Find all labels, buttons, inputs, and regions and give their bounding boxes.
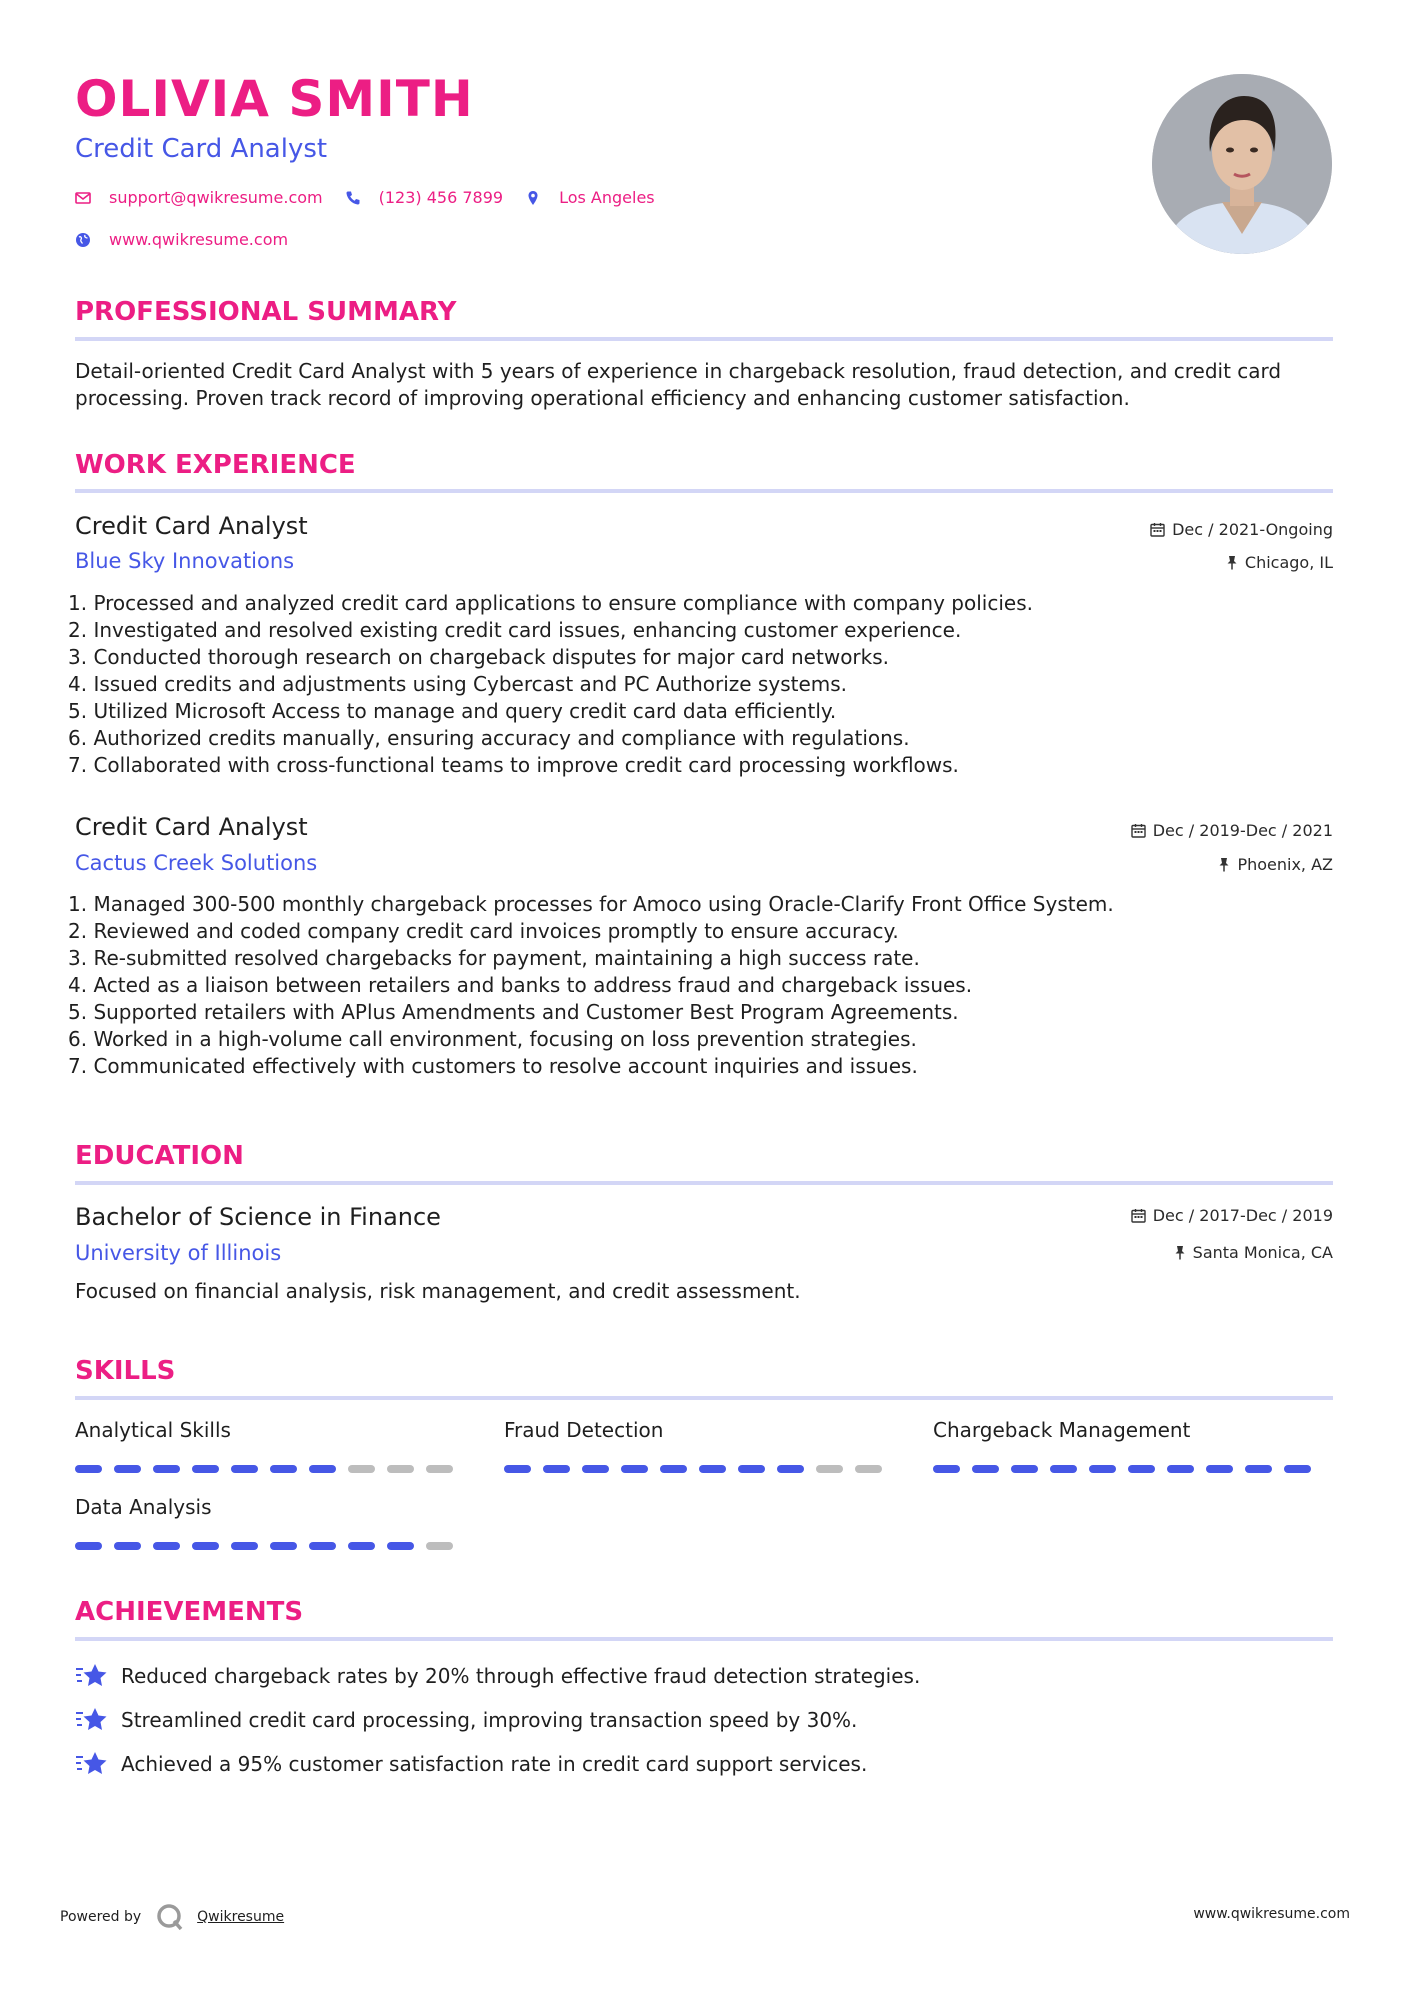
skill-rating [75,1542,465,1550]
job-company: Cactus Creek Solutions [75,851,318,875]
job-location-text: Phoenix, AZ [1237,855,1333,874]
calendar-icon [1150,522,1165,537]
job-role: Credit Card Analyst [75,512,308,540]
job-bullets [68,590,1268,779]
skill-label: Analytical Skills [75,1418,231,1442]
skill-rating [933,1465,1323,1473]
achievement-item [75,1705,857,1735]
list-item: 7. Collaborated with cross-functional teams to improve credit card processing workflows. [68,753,959,777]
globe-icon [75,232,91,248]
skill-dot-filled [75,1465,102,1473]
education-description: Focused on financial analysis, risk management, and credit assessment. [75,1279,801,1303]
skill-dot-filled [621,1465,648,1473]
section-divider [75,337,1333,341]
skill-dot-filled [1206,1465,1233,1473]
skill-dot-filled [738,1465,765,1473]
achievement-text: Achieved a 95% customer satisfaction rate in credit card support services. [121,1752,868,1776]
skill-label: Fraud Detection [504,1418,664,1442]
job-company: Blue Sky Innovations [75,549,295,573]
contact-row [75,188,677,207]
list-item: 4. Issued credits and adjustments using Cybercast and PC Authorize systems. [68,672,848,696]
education-location-text: Santa Monica, CA [1192,1243,1333,1262]
skill-dot-filled [309,1465,336,1473]
experience-heading: WORK EXPERIENCE [75,450,356,480]
school: University of Illinois [75,1241,282,1265]
map-pin-icon [525,190,541,206]
achievement-text: Reduced chargeback rates by 20% through effective fraud detection strategies. [121,1664,921,1688]
list-item: 3. Conducted thorough research on chargeback disputes for major card networks. [68,645,890,669]
calendar-icon [1131,823,1146,838]
profile-photo [1152,74,1332,254]
skill-dot-empty [387,1465,414,1473]
skill-dot-filled [1167,1465,1194,1473]
job-location [1218,855,1333,874]
list-item: 4. Acted as a liaison between retailers and banks to address fraud and chargeback issues. [68,973,973,997]
education-heading: EDUCATION [75,1141,244,1171]
list-item: 1. Managed 300-500 monthly chargeback processes for Amoco using Oracle-Clarify Front Office System. [68,892,1114,916]
list-item: 5. Supported retailers with APlus Amendments and Customer Best Program Agreements. [68,1000,959,1024]
list-item: 7. Communicated effectively with customers to resolve account inquiries and issues. [68,1054,918,1078]
envelope-icon [75,190,91,206]
skill-item [933,1418,1190,1442]
job-dates-text: Dec / 2019-Dec / 2021 [1152,821,1333,840]
list-item: 2. Investigated and resolved existing credit card issues, enhancing customer experience. [68,618,962,642]
skill-dot-filled [1089,1465,1116,1473]
skill-dot-filled [114,1542,141,1550]
skill-dot-filled [543,1465,570,1473]
skill-dot-filled [582,1465,609,1473]
website-item[interactable] [75,230,288,249]
website-link[interactable]: www.qwikresume.com [109,230,289,249]
list-item: 1. Processed and analyzed credit card applications to ensure compliance with company policies. [68,591,1033,615]
skill-dot-filled [1284,1465,1311,1473]
pushpin-icon [1174,1245,1186,1260]
phone-icon [345,190,361,206]
skill-dot-filled [270,1465,297,1473]
qwikresume-logo-icon [155,1902,185,1932]
footer-branding [60,1902,284,1932]
pushpin-icon [1226,555,1238,570]
email-item[interactable] [75,188,323,207]
skill-dot-empty [855,1465,882,1473]
job-role: Credit Card Analyst [75,813,308,841]
summary-heading: PROFESSIONAL SUMMARY [75,297,457,327]
skill-dot-filled [153,1542,180,1550]
skills-heading: SKILLS [75,1356,176,1386]
calendar-icon [1131,1208,1146,1223]
education-dates-text: Dec / 2017-Dec / 2019 [1152,1206,1333,1225]
powered-by-label: Powered by [60,1909,142,1925]
candidate-name: OLIVIA SMITH [75,70,474,128]
skill-dot-filled [1128,1465,1155,1473]
list-item: 5. Utilized Microsoft Access to manage and query credit card data efficiently. [68,699,837,723]
job-dates [1150,520,1333,539]
location-text: Los Angeles [559,188,655,207]
brand-link[interactable]: Qwikresume [197,1909,285,1925]
summary-text: Detail-oriented Credit Card Analyst with 5 years of experience in chargeback resolution, fraud detection, and credit card processing. Proven track record of improving operational efficiency and enhancing customer satisfaction. [75,359,1282,410]
skill-dot-filled [348,1542,375,1550]
achievements-heading: ACHIEVEMENTS [75,1597,304,1627]
skill-dot-filled [699,1465,726,1473]
skill-dot-filled [75,1542,102,1550]
education-location [1174,1243,1333,1262]
skill-dot-filled [504,1465,531,1473]
skill-dot-filled [270,1542,297,1550]
skill-item [75,1418,231,1442]
skill-dot-filled [1050,1465,1077,1473]
skill-label: Data Analysis [75,1495,212,1519]
skill-item [504,1418,663,1442]
list-item: 6. Authorized credits manually, ensuring accuracy and compliance with regulations. [68,726,910,750]
job-dates [1131,821,1333,840]
skill-dot-filled [1245,1465,1272,1473]
candidate-title: Credit Card Analyst [75,134,328,164]
skill-item [75,1495,212,1519]
job-location [1226,553,1333,572]
degree: Bachelor of Science in Finance [75,1203,441,1231]
footer-website[interactable]: www.qwikresume.com [1193,1906,1350,1922]
skill-dot-empty [426,1542,453,1550]
skill-dot-empty [426,1465,453,1473]
skill-dot-filled [933,1465,960,1473]
pushpin-icon [1218,857,1230,872]
skill-dot-filled [660,1465,687,1473]
list-item: 2. Reviewed and coded company credit card invoices promptly to ensure accuracy. [68,919,899,943]
section-divider [75,1637,1333,1641]
section-divider [75,1396,1333,1400]
star-icon [75,1661,109,1691]
job-bullets [68,891,1268,1080]
achievement-item [75,1749,867,1779]
skill-dot-filled [972,1465,999,1473]
achievement-item [75,1661,920,1691]
section-divider [75,489,1333,493]
skill-dot-filled [153,1465,180,1473]
skill-label: Chargeback Management [933,1418,1191,1442]
star-icon [75,1705,109,1735]
star-icon [75,1749,109,1779]
skill-dot-filled [231,1542,258,1550]
skill-rating [504,1465,894,1473]
website-row [75,230,310,249]
achievement-text: Streamlined credit card processing, improving transaction speed by 30%. [121,1708,858,1732]
skill-dot-filled [231,1465,258,1473]
job-location-text: Chicago, IL [1244,553,1333,572]
skill-rating [75,1465,465,1473]
education-dates [1131,1206,1333,1225]
list-item: 3. Re-submitted resolved chargebacks for payment, maintaining a high success rate. [68,946,920,970]
skill-dot-filled [777,1465,804,1473]
location-item [525,188,655,207]
list-item: 6. Worked in a high-volume call environment, focusing on loss prevention strategies. [68,1027,917,1051]
job-dates-text: Dec / 2021-Ongoing [1172,520,1333,539]
skill-dot-filled [1011,1465,1038,1473]
email-link[interactable]: support@qwikresume.com [109,188,323,207]
phone-item[interactable] [345,188,503,207]
phone-number[interactable]: (123) 456 7899 [378,188,504,207]
skill-dot-filled [309,1542,336,1550]
skill-dot-empty [348,1465,375,1473]
section-divider [75,1181,1333,1185]
skill-dot-empty [816,1465,843,1473]
skill-dot-filled [192,1542,219,1550]
skill-dot-filled [114,1465,141,1473]
skill-dot-filled [387,1542,414,1550]
skill-dot-filled [192,1465,219,1473]
